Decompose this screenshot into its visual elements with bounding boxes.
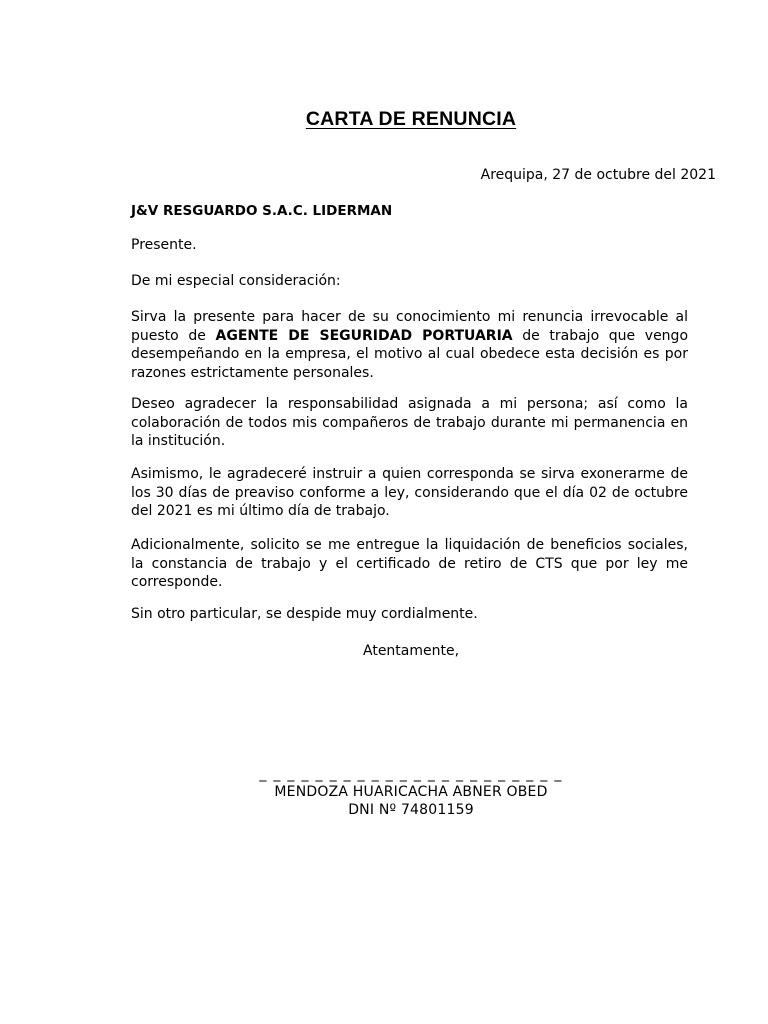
position-title: AGENTE DE SEGURIDAD PORTUARIA bbox=[215, 327, 513, 344]
paragraph-resignation bbox=[131, 308, 688, 382]
closing-line: Atentamente, bbox=[363, 643, 460, 659]
signature-block bbox=[252, 765, 570, 819]
paragraph-resignation-start: Sirva la presente para hacer de su conocimiento mi renuncia irrevocable al puesto de bbox=[131, 309, 688, 344]
presente-line: Presente. bbox=[131, 237, 197, 253]
letter-date: Arequipa, 27 de octubre del 2021 bbox=[480, 167, 716, 183]
farewell-line: Sin otro particular, se despide muy cordialmente. bbox=[131, 606, 478, 622]
paragraph-resignation-end: de trabajo que vengo desempeñando en la empresa, el motivo al cual obedece esta decisión es por razones estrictamente personales. bbox=[131, 327, 689, 381]
paragraph-thanks: Deseo agradecer la responsabilidad asignada a mi persona; así como la colaboración de todos mis compañeros de trabajo durante mi permanencia en la institución. bbox=[131, 396, 688, 449]
paragraph-notice-waiver: Asimismo, le agradeceré instruir a quien corresponda se sirva exonerarme de los 30 días de preaviso conforme a ley, considerando que el día 02 de octubre del 2021 es mi último día de trabajo. bbox=[131, 466, 688, 519]
signature-line: _ _ _ _ _ _ _ _ _ _ _ _ _ _ _ _ _ _ _ _ _ _ bbox=[259, 766, 563, 782]
paragraph-settlement: Adicionalmente, solicito se me entregue la liquidación de beneficios sociales, la constancia de trabajo y el certificado de retiro de CTS que por ley me corresponde. bbox=[131, 537, 688, 590]
addressee: J&V RESGUARDO S.A.C. LIDERMAN bbox=[131, 203, 393, 219]
letter-title: CARTA DE RENUNCIA bbox=[305, 108, 517, 130]
signer-dni: DNI Nº 74801159 bbox=[348, 802, 474, 818]
signer-name: MENDOZA HUARICACHA ABNER OBED bbox=[274, 784, 548, 800]
greeting-line: De mi especial consideración: bbox=[131, 273, 341, 289]
